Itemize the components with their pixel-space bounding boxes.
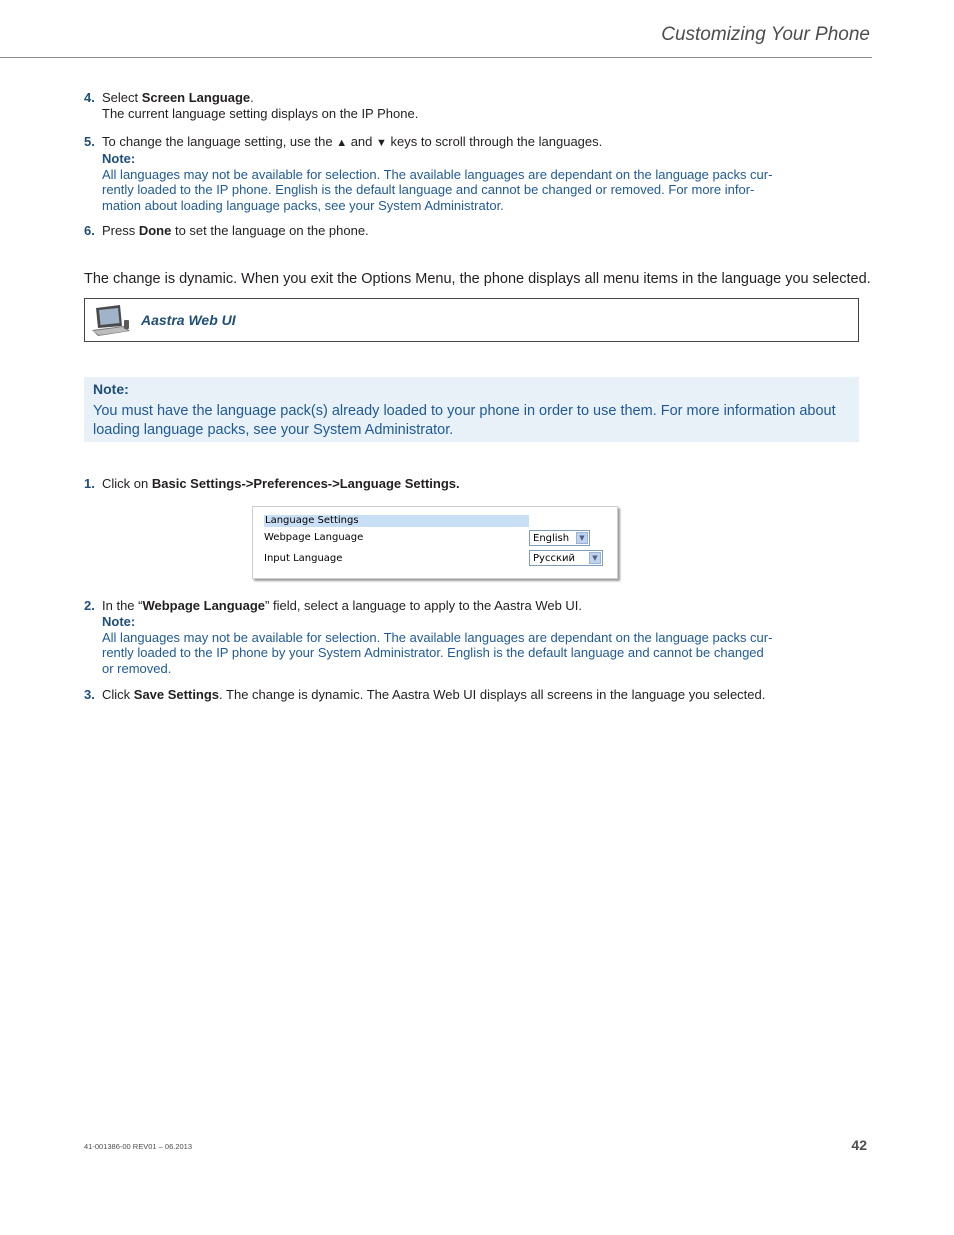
- step-text: Click on Basic Settings->Preferences->Language Settings.: [102, 476, 460, 491]
- input-language-select[interactable]: Русский ▼: [529, 550, 603, 566]
- step-text: In the “Webpage Language” field, select a language to apply to the Aastra Web UI.: [102, 598, 583, 613]
- ui-term: Done: [138, 223, 172, 238]
- note-line: or removed.: [102, 660, 172, 676]
- webpage-language-select[interactable]: English ▼: [529, 530, 590, 546]
- input-language-label: Input Language: [264, 553, 343, 564]
- web-step-3: [84, 687, 864, 703]
- chevron-down-icon[interactable]: ▼: [576, 532, 588, 544]
- up-arrow-key-icon: ▲: [336, 137, 348, 149]
- note-text: You must have the language pack(s) already loaded to your phone in order to use them. For more information about loading language packs, see your System Administrator.: [93, 403, 836, 438]
- step-5: [84, 134, 804, 213]
- ui-term: Webpage Language: [142, 598, 266, 613]
- step-text: Press Done to set the language on the phone.: [102, 223, 369, 238]
- page-number: 42: [851, 1137, 867, 1153]
- step-number: 4.: [84, 90, 95, 105]
- dynamic-paragraph: The change is dynamic. When you exit the Options Menu, the phone displays all menu items in the language you selected.: [84, 271, 871, 287]
- step-text: Click Save Settings. The change is dynamic. The Aastra Web UI displays all screens in the language you selected.: [102, 687, 766, 702]
- note-line: All languages may not be available for selection. The available languages are dependant on the language packs cur-: [102, 629, 773, 645]
- ui-term: Screen Language: [141, 90, 251, 105]
- header-rule: [0, 57, 872, 58]
- computer-icon: [90, 304, 132, 338]
- step-text: Select Screen Language.: [102, 90, 254, 105]
- step-note: [102, 151, 804, 213]
- step-4: [84, 90, 804, 122]
- language-settings-screenshot: [252, 506, 618, 579]
- note-label: Note:: [93, 381, 129, 397]
- ui-term: Save Settings: [133, 687, 220, 702]
- note-line: All languages may not be available for selection. The available languages are dependant on the language packs cur-: [102, 166, 773, 182]
- web-step-2: [84, 598, 804, 676]
- web-step-1: [84, 476, 804, 492]
- section-title: Aastra Web UI: [141, 312, 236, 328]
- chevron-down-icon[interactable]: ▼: [589, 552, 601, 564]
- step-6: [84, 223, 804, 239]
- step-note: [102, 614, 804, 676]
- step-text: To change the language setting, use the ▲ and ▼ keys to scroll through the languages.: [102, 134, 603, 149]
- step-subtext: The current language setting displays on the IP Phone.: [102, 106, 419, 121]
- page-header-title: Customizing Your Phone: [661, 24, 870, 45]
- step-number: 1.: [84, 476, 95, 491]
- note-label: Note:: [102, 614, 136, 629]
- section-aastra-web-ui: [84, 298, 859, 342]
- webpage-language-label: Webpage Language: [264, 532, 364, 543]
- step-number: 6.: [84, 223, 95, 238]
- note-line: rently loaded to the IP phone. English is the default language and cannot be changed or removed. For more infor-: [102, 182, 755, 197]
- note-line: rently loaded to the IP phone by your System Administrator. English is the default language and cannot be changed: [102, 645, 764, 660]
- step-number: 3.: [84, 687, 95, 702]
- step-number: 2.: [84, 598, 95, 613]
- step-number: 5.: [84, 134, 95, 149]
- screenshot-header: Language Settings: [264, 515, 529, 527]
- document-code: 41-001386-00 REV01 – 06.2013: [84, 1142, 193, 1151]
- note-label: Note:: [102, 151, 136, 166]
- note-line: mation about loading language packs, see your System Administrator.: [102, 197, 504, 213]
- ui-path: Basic Settings->Preferences->Language Settings.: [151, 476, 460, 491]
- note-box: [84, 377, 859, 442]
- down-arrow-key-icon: ▼: [376, 137, 387, 149]
